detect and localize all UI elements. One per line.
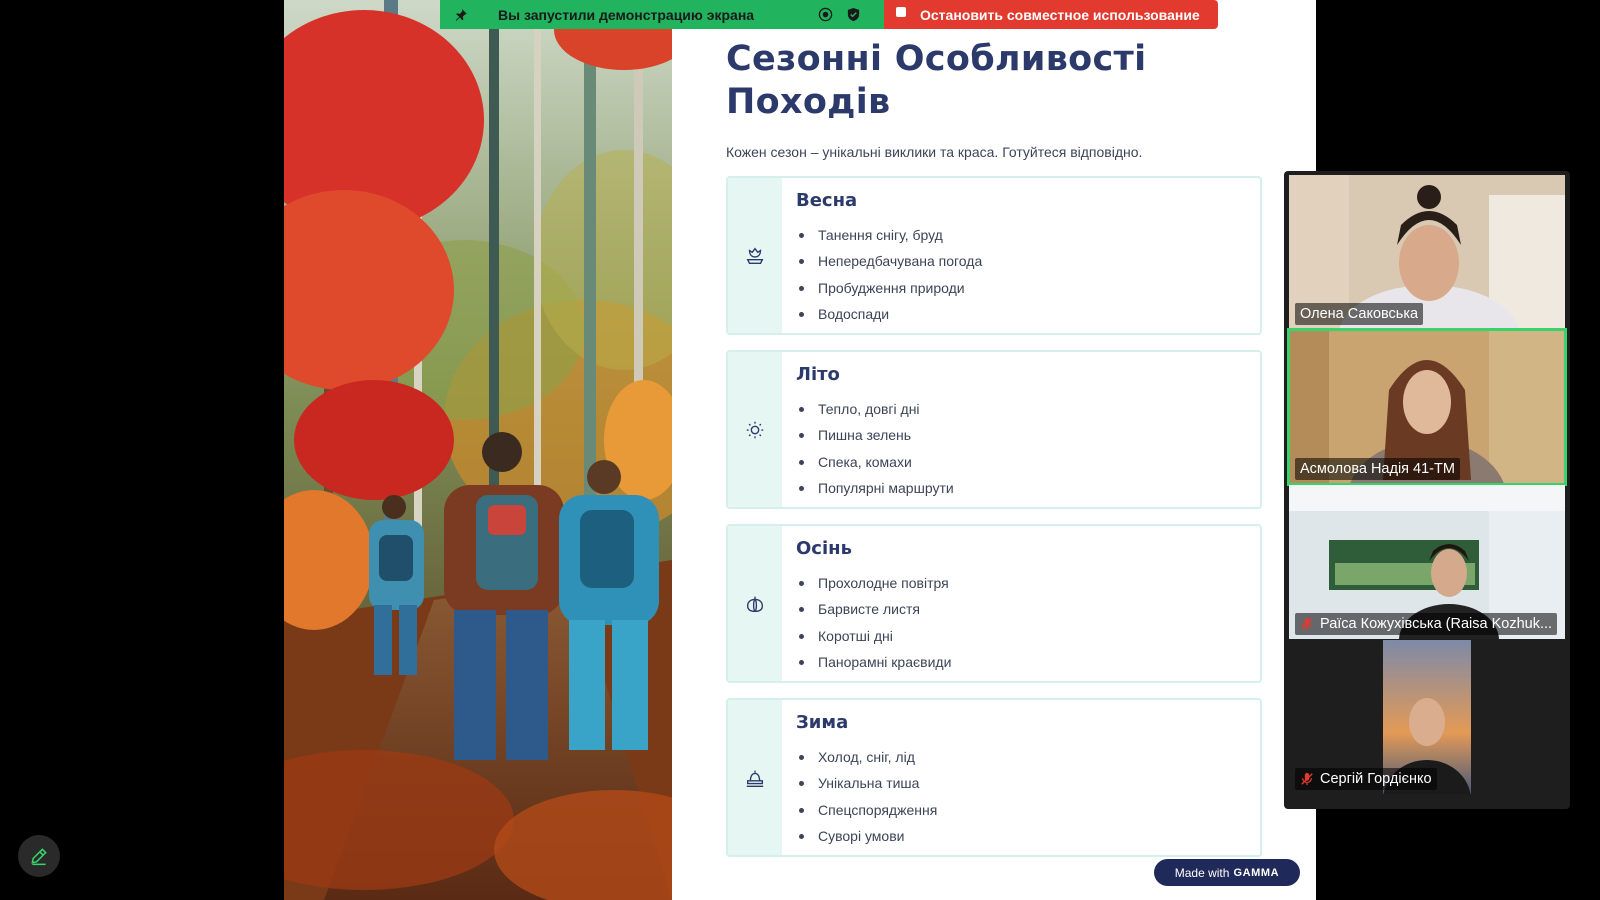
list-item: Танення снігу, бруд (796, 222, 982, 248)
mic-muted-icon (1300, 771, 1314, 787)
participant-name-tag (1295, 768, 1437, 790)
annotate-button[interactable] (18, 835, 60, 877)
list-item: Популярні маршрути (796, 475, 954, 501)
season-title: Зима (796, 712, 849, 733)
season-card-spring (726, 176, 1262, 335)
flower-icon (744, 245, 766, 267)
list-item: Непередбачувана погода (796, 248, 982, 274)
season-card-summer (726, 350, 1262, 509)
list-item: Холод, сніг, лід (796, 744, 937, 770)
slide-subtitle: Кожен сезон – унікальні виклики та краса. Готуйтеся відповідно. (726, 144, 1143, 160)
stop-sharing-button[interactable] (884, 0, 1218, 29)
list-item: Суворі умови (796, 823, 937, 849)
slide-content (726, 0, 1286, 900)
shield-check-icon[interactable] (846, 7, 861, 22)
pumpkin-icon (744, 593, 766, 615)
stop-sharing-label: Остановить совместное использование (920, 6, 1200, 23)
participant-name: Олена Саковська (1300, 306, 1419, 322)
list-item: Прохолодне повітря (796, 570, 951, 596)
list-item: Коротші дні (796, 623, 951, 649)
season-card-winter (726, 698, 1262, 857)
sharing-status-bar[interactable] (440, 0, 884, 29)
hiking-photo (284, 0, 672, 900)
season-card-autumn (726, 524, 1262, 683)
season-list (796, 396, 954, 501)
participant-name: Асмолова Надія 41-ТМ (1300, 461, 1455, 477)
participant-tile-active-speaker[interactable] (1289, 330, 1565, 484)
card-icon-strip (728, 178, 782, 333)
participant-name-tag (1295, 613, 1557, 635)
pin-icon[interactable] (454, 8, 468, 22)
sun-icon (744, 419, 766, 441)
bell-icon (744, 767, 766, 789)
participants-panel (1284, 171, 1570, 809)
participant-name: Раїса Кожухівська (Raisa Kozhuk... (1320, 616, 1553, 632)
badge-prefix: Made with (1174, 865, 1230, 880)
season-title: Літо (796, 364, 840, 385)
participant-name: Сергій Гордієнко (1320, 771, 1432, 787)
participant-name-tag (1295, 458, 1460, 480)
sharing-status-text: Вы запустили демонстрацию экрана (498, 6, 755, 23)
participant-name-tag (1295, 303, 1423, 325)
list-item: Тепло, довгі дні (796, 396, 954, 422)
gamma-logo: GAMMA (1233, 866, 1280, 879)
record-icon[interactable] (818, 7, 833, 22)
season-list (796, 222, 982, 327)
card-icon-strip (728, 352, 782, 507)
stop-icon (896, 7, 906, 17)
mic-muted-icon (1300, 616, 1314, 632)
participant-tile[interactable] (1289, 175, 1565, 329)
list-item: Панорамні краєвиди (796, 649, 951, 675)
list-item: Спецспорядження (796, 797, 937, 823)
participant-tile[interactable] (1289, 485, 1565, 639)
made-with-gamma-badge[interactable] (1154, 859, 1300, 886)
season-list (796, 570, 951, 675)
screen-share-banner (440, 0, 1218, 29)
list-item: Унікальна тиша (796, 770, 937, 796)
pencil-icon (29, 846, 49, 866)
season-title: Осінь (796, 538, 852, 559)
list-item: Спека, комахи (796, 449, 954, 475)
list-item: Пишна зелень (796, 422, 954, 448)
card-icon-strip (728, 526, 782, 681)
participant-tile[interactable] (1289, 640, 1565, 794)
list-item: Водоспади (796, 301, 982, 327)
card-icon-strip (728, 700, 782, 855)
slide-title: Сезонні Особливості Походів (726, 39, 1147, 122)
list-item: Барвисте листя (796, 596, 951, 622)
season-title: Весна (796, 190, 858, 211)
shared-slide (284, 0, 1316, 900)
season-list (796, 744, 937, 849)
list-item: Пробудження природи (796, 275, 982, 301)
